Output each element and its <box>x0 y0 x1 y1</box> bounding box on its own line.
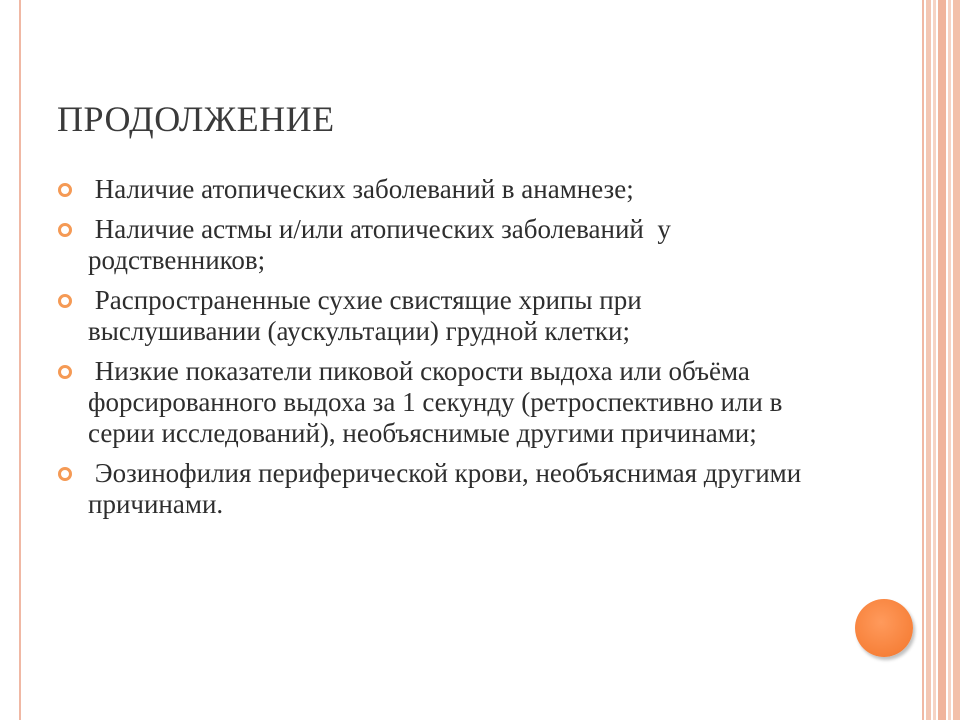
list-item <box>58 285 818 347</box>
decorative-orange-circle <box>855 599 913 657</box>
orange-ring-bullet-icon <box>58 294 72 308</box>
list-item <box>58 174 818 205</box>
orange-ring-bullet-icon <box>58 183 72 197</box>
list-item <box>58 214 818 276</box>
orange-ring-bullet-icon <box>58 365 72 379</box>
list-item-text: Эозинофилия периферической крови, необъяснимая другими причинами. <box>88 458 808 519</box>
list-item-text: Наличие атопических заболеваний в анамнезе; <box>88 174 634 204</box>
right-decorative-stripes <box>926 0 960 720</box>
orange-ring-bullet-icon <box>58 467 72 481</box>
list-item <box>58 356 818 449</box>
list-item-text: Наличие астмы и/или атопических заболеваний у родственников; <box>88 214 678 275</box>
list-item <box>58 458 818 520</box>
list-item-text: Распространенные сухие свистящие хрипы при выслушивании (аускультации) грудной клетки; <box>88 285 649 346</box>
list-item-text: Низкие показатели пиковой скорости выдоха или объёма форсированного выдоха за 1 секунду (ретроспективно или в серии исследований), необъяснимые другими причинами; <box>88 356 790 448</box>
slide-title: ПРОДОЛЖЕНИЕ <box>57 99 335 139</box>
orange-ring-bullet-icon <box>58 223 72 237</box>
bullet-list <box>58 174 818 529</box>
